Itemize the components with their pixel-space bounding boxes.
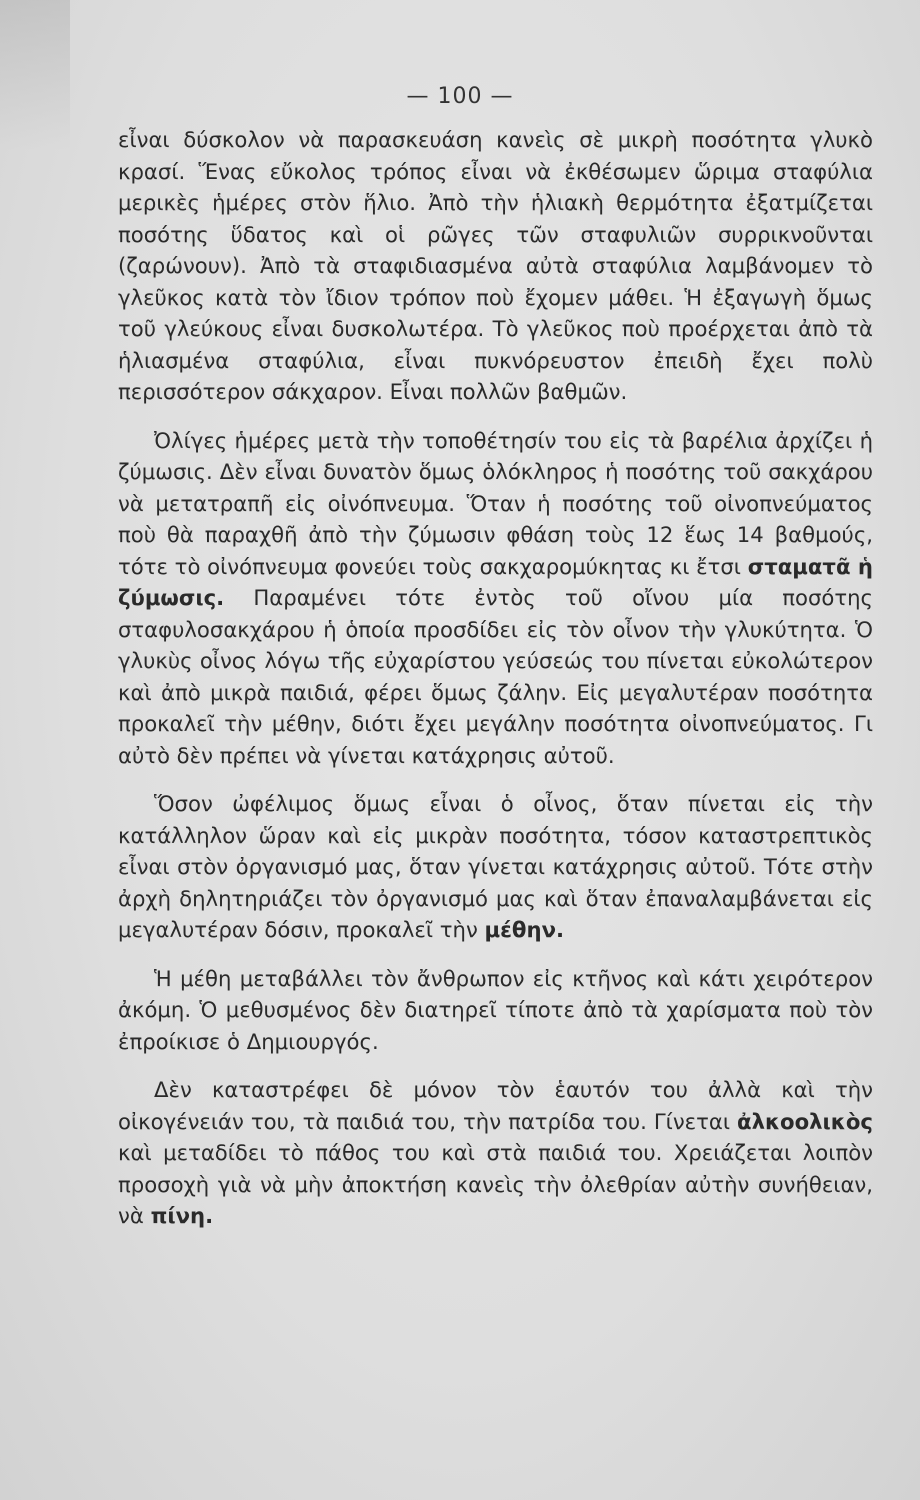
paragraph-5 (118, 1074, 873, 1232)
paragraph-1 (118, 124, 873, 408)
paragraph-5-emphasis-b: πίνη. (150, 1203, 214, 1228)
page-number: — 100 — (406, 84, 514, 109)
paragraph-3 (118, 788, 873, 946)
paragraph-2-text-a: Ὀλίγες ἡμέρες μετὰ τὴν τοποθέτησίν του εἰς τὰ βαρέλια ἀρχίζει ἡ ζύμωσις. Δὲν εἶναι δυνατὸν ὅμως ὁλόκληρος ἡ ποσότης τοῦ σακχάρου νὰ μετατραπῆ εἰς οἰνόπνευμα. Ὅταν ἡ ποσότης τοῦ οἰνοπνεύματος ποὺ θὰ παραχθῆ ἀπὸ τὴν ζύμωσιν φθάση τοὺς 12 ἕως 14 βαθμούς, τότε τὸ οἰνόπνευμα φονεύει τοὺς σακχαρομύκητας κι ἔτσι (118, 427, 873, 579)
paragraph-5-text-a: Δὲν καταστρέφει δὲ μόνον τὸν ἑαυτόν του ἀλλὰ καὶ τὴν οἰκογένειάν του, τὰ παιδιά του, τὴν πατρίδα του. Γίνεται (118, 1077, 873, 1134)
paragraph-4 (118, 963, 873, 1058)
body-text (118, 124, 873, 1232)
paragraph-5-emphasis-a: ἀλκοολικὸς (737, 1108, 873, 1134)
paragraph-2-emphasis: σταματᾶ ἡ ζύμωσις. (118, 553, 873, 610)
paragraph-4-text: Ἡ μέθη μεταβάλλει τὸν ἄνθρωπον εἰς κτῆνος καὶ κάτι χειρότερον ἀκόμη. Ὁ μεθυσμένος δὲν διατηρεῖ τίποτε ἀπὸ τὰ χαρίσματα ποὺ τὸν ἐπροίκισε ὁ Δημιουργός. (118, 965, 873, 1054)
paragraph-2 (118, 425, 873, 772)
paragraph-3-emphasis: μέθην. (484, 917, 565, 942)
paragraph-5-text-b: καὶ μεταδίδει τὸ πάθος του καὶ στὰ παιδιά του. Χρειάζεται λοιπὸν προσοχὴ γιὰ νὰ μὴν ἀποκτήση κανεὶς τὴν ὀλεθρίαν αὐτὴν συνήθειαν, νὰ (118, 1140, 873, 1228)
paragraph-2-text-b: Παραμένει τότε ἐντὸς τοῦ οἴνου μία ποσότης σταφυλοσακχάρου ἡ ὁποία προσδίδει εἰς τὸν οἶνον τὴν γλυκύτητα. Ὁ γλυκὺς οἶνος λόγω τῆς εὐχαρίστου γεύσεώς του πίνεται εὐκολώτερον καὶ ἀπὸ μικρὰ παιδιά, φέρει ὅμως ζάλην. Εἰς μεγαλυτέραν ποσότητα προκαλεῖ τὴν μέθην, διότι ἔχει μεγάλην ποσότητα οἰνοπνεύματος. Γι αὐτὸ δὲν πρέπει νὰ γίνεται κατάχρησις αὐτοῦ. (118, 585, 873, 768)
paragraph-3-text-a: Ὅσον ὠφέλιμος ὅμως εἶναι ὁ οἶνος, ὅταν πίνεται εἰς τὴν κατάλληλον ὥραν καὶ εἰς μικρὰν ποσότητα, τόσον καταστρεπτικὸς εἶναι στὸν ὀργανισμό μας, ὅταν γίνεται κατάχρησις αὐτοῦ. Τότε στὴν ἀρχὴ δηλητηριάζει τὸν ὀργανισμό μας καὶ ὅταν ἐπαναλαμβάνεται εἰς μεγαλυτέραν δόσιν, προκαλεῖ τὴν (118, 791, 873, 942)
page-corner-shadow (0, 0, 70, 150)
paragraph-1-text: εἶναι δύσκολον νὰ παρασκευάση κανεὶς σὲ μικρὴ ποσότητα γλυκὸ κρασί. Ἕνας εὔκολος τρόπος εἶναι νὰ ἐκθέσωμεν ὥριμα σταφύλια μερικὲς ἡμέρες στὸν ἥλιο. Ἀπὸ τὴν ἡλιακὴ θερμότητα ἐξατμίζεται ποσότης ὕδατος καὶ οἱ ρῶγες τῶν σταφυλιῶν συρρικνοῦνται (ζαρώνουν). Ἀπὸ τὰ σταφιδιασμένα αὐτὰ σταφύλια λαμβάνομεν τὸ γλεῦκος κατὰ τὸν ἴδιον τρόπον ποὺ ἔχομεν μάθει. Ἡ ἐξαγωγὴ ὅμως τοῦ γλεύκους εἶναι δυσκολωτέρα. Τὸ γλεῦκος ποὺ προέρχεται ἀπὸ τὰ ἡλιασμένα σταφύλια, εἶναι πυκνόρευστον ἐπειδὴ ἔχει πολὺ περισσότερον σάκχαρον. Εἶναι πολλῶν βαθμῶν. (118, 127, 873, 404)
